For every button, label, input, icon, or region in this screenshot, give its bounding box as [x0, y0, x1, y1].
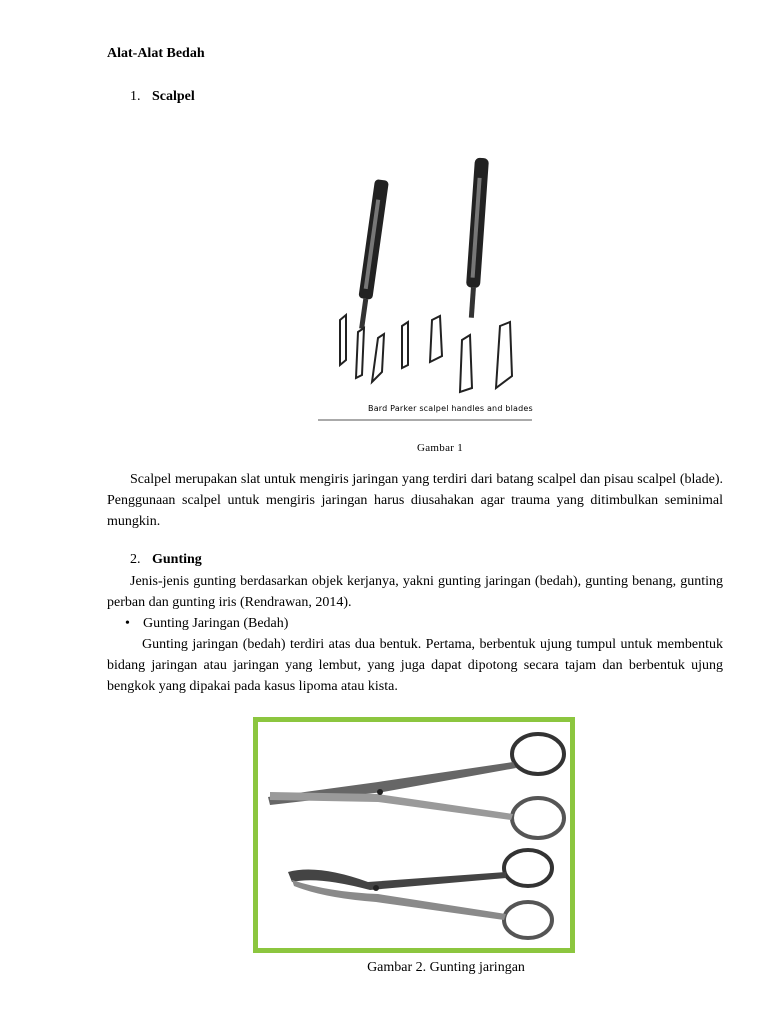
blade-4 — [402, 322, 408, 368]
blade-7 — [496, 322, 512, 388]
scalpel-handle-left — [354, 179, 389, 329]
blade-3 — [372, 334, 384, 382]
section-number: 1. — [130, 89, 141, 104]
bullet-dot: • — [125, 616, 130, 631]
scissors-illustration — [258, 722, 570, 948]
bullet-label: Gunting Jaringan (Bedah) — [143, 616, 289, 631]
section-number: 2. — [130, 552, 141, 567]
scissors-figure — [253, 717, 575, 953]
section-title: Scalpel — [152, 89, 195, 104]
gunting-jaringan-paragraph: Gunting jaringan (bedah) terdiri atas dua bentuk. Pertama, berbentuk ujung tumpul untuk membentuk bidang jaringan atau jaringan yang lembut, yang juga dapat dipotong secara tajam dan berbentuk ujung bengkok yang dipakai pada kasus lipoma atau kista. — [107, 637, 723, 694]
scalpel-blades — [340, 315, 512, 392]
section-heading-scalpel — [130, 89, 195, 105]
page-title: Alat-Alat Bedah — [107, 46, 205, 61]
straight-scissors — [268, 734, 564, 838]
bullet-item — [125, 613, 288, 634]
section-title: Gunting — [152, 552, 202, 567]
gunting-paragraph: Jenis-jenis gunting berdasarkan objek kerjanya, yakni gunting jaringan (bedah), gunting benang, gunting perban dan gunting iris (Rendrawan, 2014). — [107, 574, 723, 610]
figure1-caption: Gambar 1 — [417, 442, 464, 454]
blade-2 — [356, 328, 364, 378]
scalpel-paragraph: Scalpel merupakan slat untuk mengiris jaringan yang terdiri dari batang scalpel dan pisau scalpel (blade). Penggunaan scalpel untuk mengiris jaringan harus diusahakan agar trauma yang ditimbulkan seminimal mungkin. — [107, 472, 723, 529]
blade-1 — [340, 315, 346, 365]
scalpel-handle-right — [464, 158, 489, 319]
blade-5 — [430, 316, 442, 362]
section-heading-gunting — [130, 552, 202, 568]
blade-6 — [460, 335, 472, 392]
curved-scissors — [288, 850, 552, 938]
figure2-caption: Gambar 2. Gunting jaringan — [367, 960, 525, 975]
figure1-inline-label: Bard Parker scalpel handles and blades — [368, 404, 533, 413]
